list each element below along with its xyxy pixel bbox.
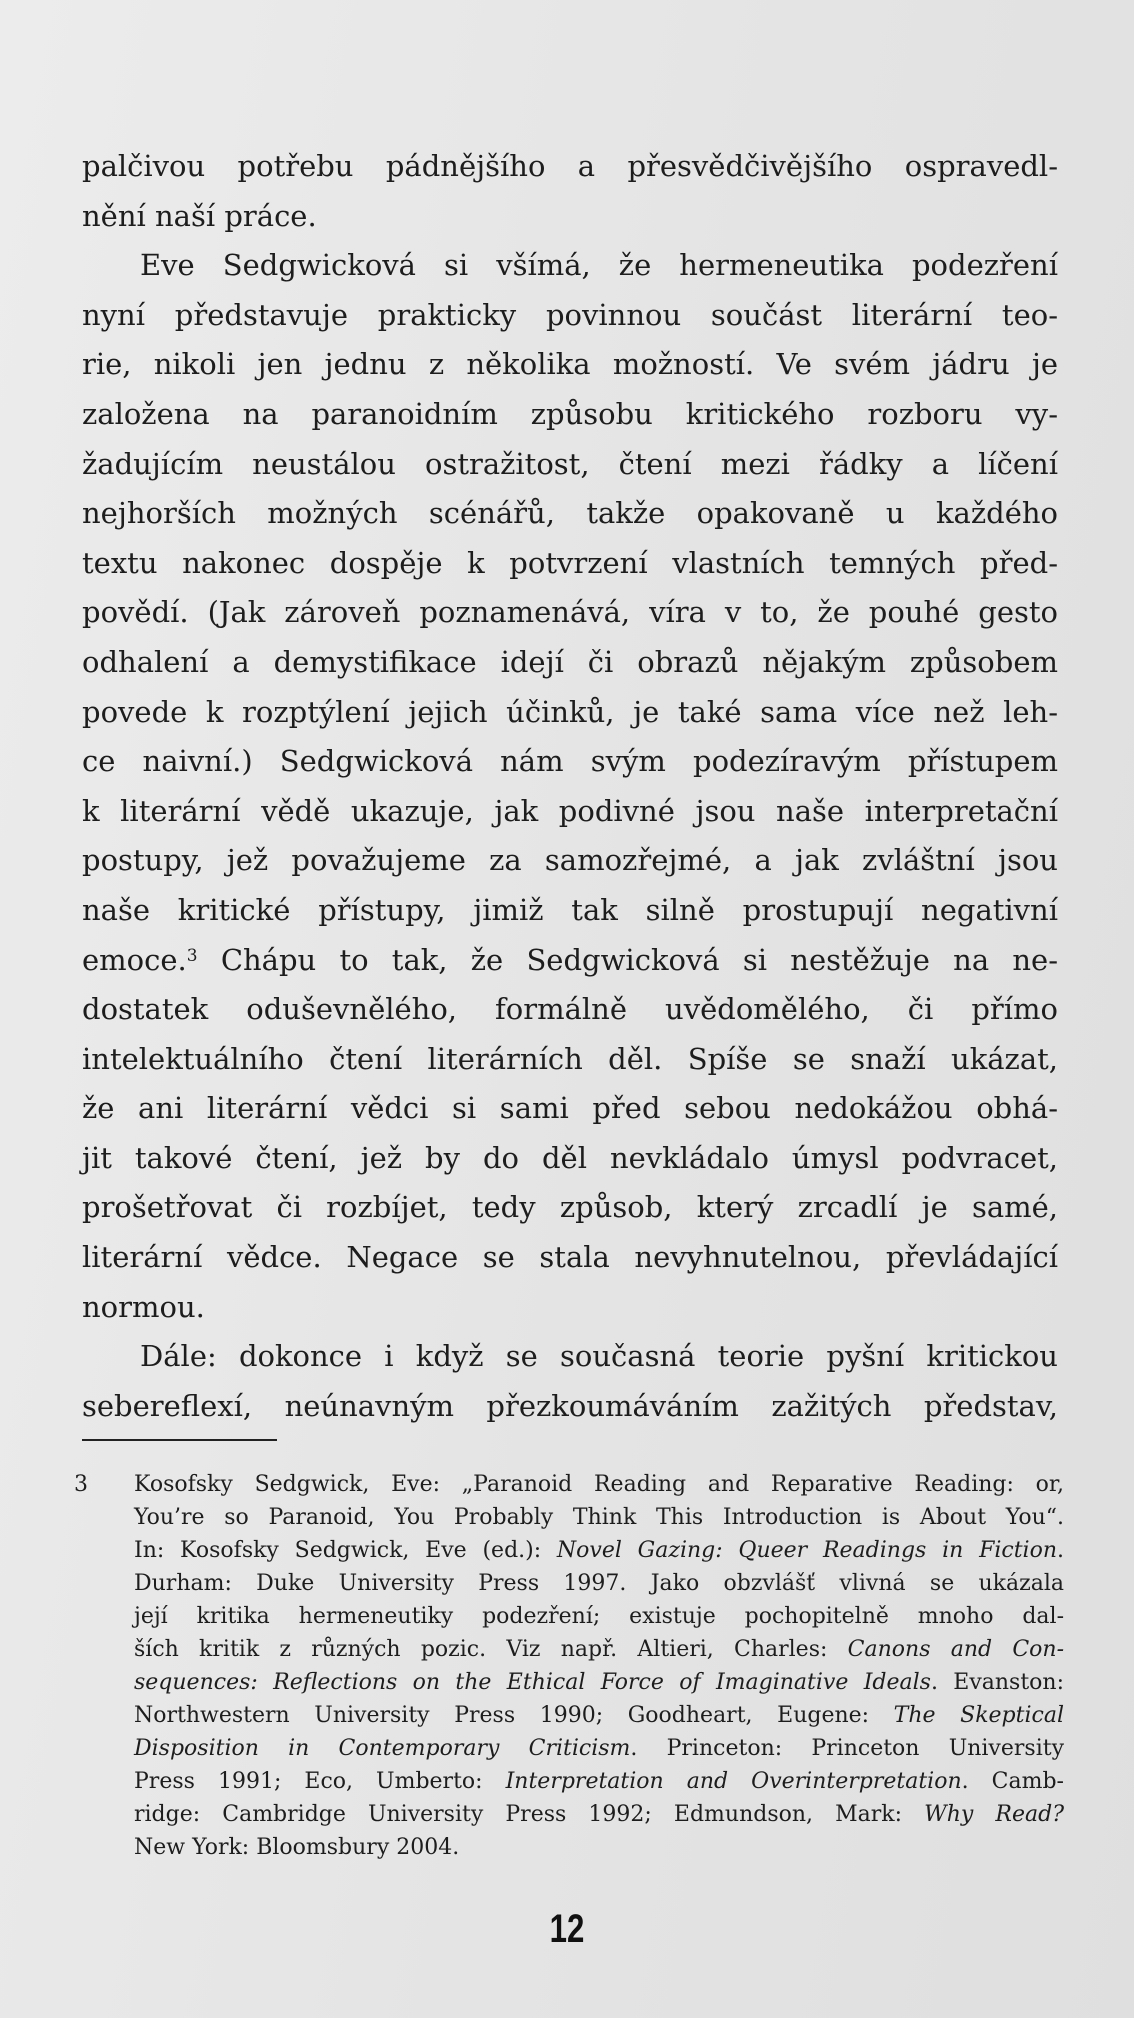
text-line: povědí. (Jak zároveň poznamenává, víra v to, že pouhé gesto (82, 595, 1058, 630)
footnote-line (134, 1633, 1064, 1666)
text-line: palčivou potřebu pádnějšího a přesvědčivějšího ospravedl- (82, 149, 1058, 183)
book-title: sequences: Reflections on the Ethical Force of Imaginative Ideals (134, 1670, 931, 1695)
text-line: že ani literární vědci si sami před sebou nedokážou obhá- (82, 1091, 1058, 1126)
text-line: žadujícím neustálou ostražitost, čtení mezi řádky a líčení (82, 446, 1058, 481)
text-line: prošetřovat či rozbíjet, tedy způsob, který zrcadlí je samé, (82, 1190, 1058, 1225)
footnote-separator (82, 1439, 277, 1441)
text-line: dostatek oduševnělého, formálně uvědomělého, či přímo (82, 992, 1058, 1027)
text-segment: ších kritik z různých pozic. Viz např. Altieri, Charles: (134, 1637, 848, 1662)
text-line: ce naivní.) Sedgwicková nám svým podezíravým přístupem (82, 744, 1058, 779)
footnote-line: Kosofsky Sedgwick, Eve: „Paranoid Reading and Reparative Reading: or, (134, 1472, 1064, 1497)
text-line: naše kritické přístupy, jimiž tak silně prostupují negativní (82, 892, 1058, 927)
text-segment: Northwestern University Press 1990; Goodheart, Eugene: (134, 1703, 894, 1728)
text-line: nejhorších možných scénářů, takže opakovaně u každého (82, 496, 1058, 531)
book-title: Interpretation and Overinterpretation (505, 1769, 962, 1794)
text-line: rie, nikoli jen jednu z několika možností. Ve svém jádru je (82, 347, 1058, 382)
text-line: sebereflexí, neúnavným přezkoumáváním zažitých představ, (82, 1388, 1058, 1423)
text-line: nyní představuje prakticky povinnou součást literární teo- (82, 297, 1058, 332)
footnote-text (134, 1468, 1064, 1864)
book-title: Novel Gazing: Queer Readings in Fiction (556, 1538, 1057, 1563)
book-title: Disposition in Contemporary Criticism (134, 1736, 631, 1761)
text-line: nění naší práce. (82, 198, 317, 233)
text-segment: . (1057, 1538, 1064, 1563)
text-line: jit takové čtení, jež by do děl nevkládalo úmysl podvracet, (82, 1140, 1058, 1175)
footnote-line: New York: Bloomsbury 2004. (134, 1835, 460, 1860)
text-line: literární vědce. Negace se stala nevyhnutelnou, převládající (82, 1240, 1058, 1275)
footnote-line: Durham: Duke University Press 1997. Jako obzvlášť vlivná se ukázala (134, 1571, 1064, 1596)
book-title: Canons and Con- (847, 1637, 1065, 1662)
footnote-line (134, 1666, 1064, 1699)
text-line: normou. (82, 1289, 205, 1324)
main-text (82, 142, 1058, 1431)
text-line: Dále: dokonce i když se současná teorie pyšní kritickou (140, 1339, 1058, 1374)
book-title: Why Read? (924, 1802, 1064, 1827)
text-line: intelektuálního čtení literárních děl. Spíše se snaží ukázat, (82, 1041, 1058, 1076)
text-segment: . Camb- (961, 1769, 1064, 1794)
footnote-line (134, 1534, 1064, 1567)
footnote-line (134, 1765, 1064, 1798)
text-segment: Chápu to tak, že Sedgwicková si nestěžuje na ne- (197, 942, 1058, 977)
text-line (82, 936, 1058, 986)
text-segment: In: Kosofsky Sedgwick, Eve (ed.): (134, 1538, 557, 1563)
text-segment: . Princeton: Princeton University (630, 1736, 1064, 1761)
footnote-line: You’re so Paranoid, You Probably Think This Introduction is About You“. (134, 1505, 1064, 1530)
text-line: povede k rozptýlení jejich účinků, je také sama více než leh- (82, 694, 1058, 729)
text-line: k literární vědě ukazuje, jak podivné jsou naše interpretační (82, 793, 1058, 828)
text-segment: emoce. (82, 942, 187, 977)
footnote-line (134, 1699, 1064, 1732)
footnote-line (134, 1732, 1064, 1765)
page-number: 12 (549, 1907, 585, 1951)
text-line: textu nakonec dospěje k potvrzení vlastních temných před- (82, 545, 1058, 580)
text-line: Eve Sedgwicková si všímá, že hermeneutika podezření (140, 248, 1058, 283)
text-segment: Press 1991; Eco, Umberto: (134, 1769, 506, 1794)
text-line: odhalení a demystifikace idejí či obrazů nějakým způsobem (82, 644, 1058, 679)
text-segment: ridge: Cambridge University Press 1992; Edmundson, Mark: (134, 1802, 925, 1827)
footnote-reference[interactable]: 3 (186, 945, 198, 966)
book-title: The Skeptical (893, 1703, 1064, 1728)
text-line: založena na paranoidním způsobu kritického rozboru vy- (82, 396, 1058, 431)
footnote-number: 3 (74, 1472, 88, 1497)
footnote-line: její kritika hermeneutiky podezření; existuje pochopitelně mnoho dal- (134, 1604, 1064, 1629)
text-segment: . Evanston: (930, 1670, 1065, 1695)
footnote-line (134, 1798, 1064, 1831)
text-line: postupy, jež považujeme za samozřejmé, a jak zvláštní jsou (82, 843, 1058, 878)
